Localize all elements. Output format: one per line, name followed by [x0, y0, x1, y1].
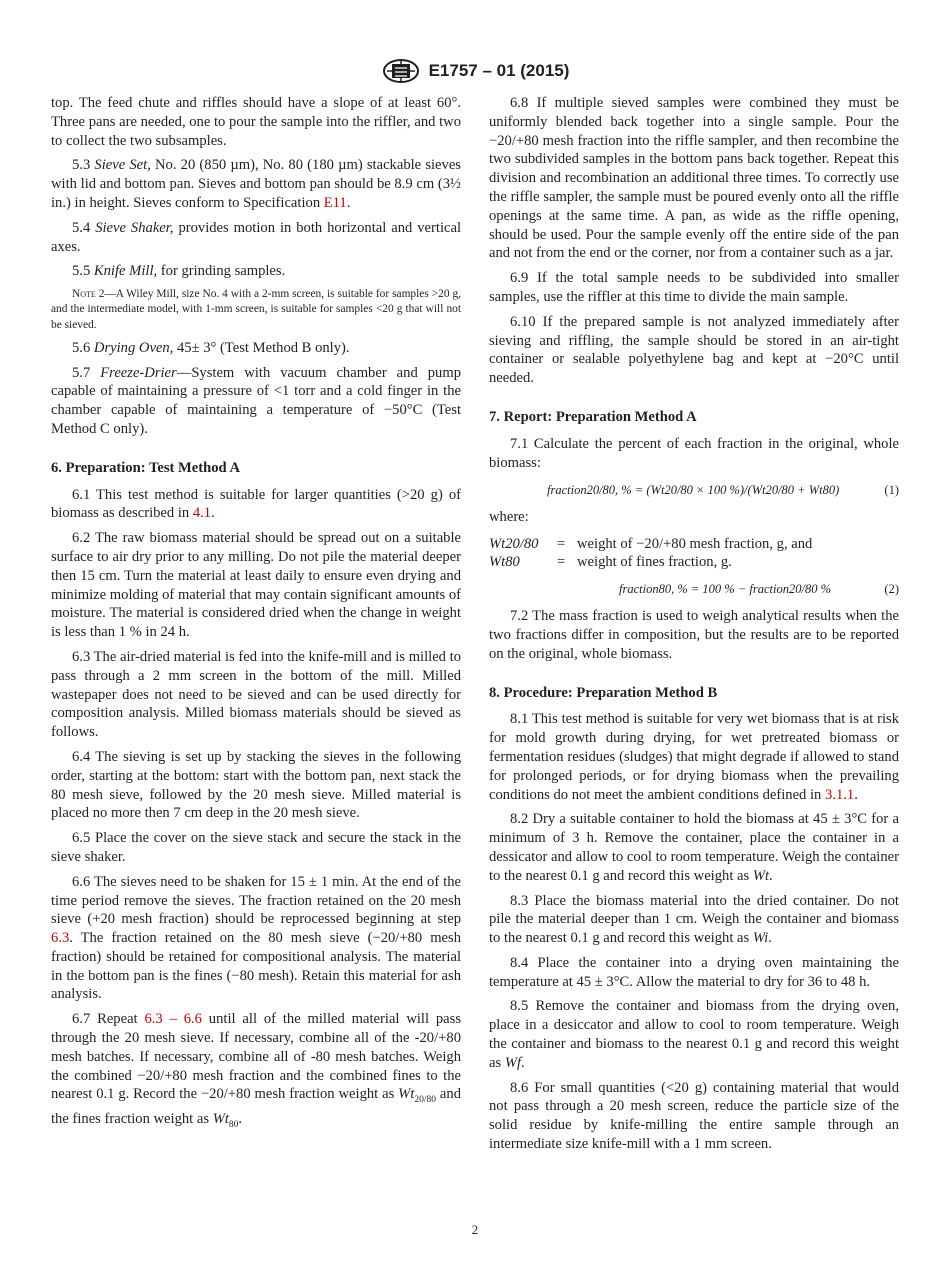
paragraph-5-7: 5.7 Freeze-Drier—System with vacuum chamber and pump capable of maintaining a pressure of <1 torr and a cold finger in the chamber capable of maintaining a temperature of −50°C (Test Method C only). — [51, 364, 461, 437]
equation-2-number: (2) — [884, 582, 899, 597]
paragraph-5-3: 5.3 Sieve Set, No. 20 (850 µm), No. 80 (180 µm) stackable sieves with lid and bottom pan. Sieves and bottom pan should be 8.9 cm (3½ in.) in height. Sieves conform to Specification E11. — [51, 157, 461, 211]
section-6-heading: 6. Preparation: Test Method A — [51, 459, 241, 476]
page-header — [0, 58, 950, 84]
paragraph-6-6: 6.6 The sieves need to be shaken for 15 ± 1 min. At the end of the time period remove the sieves. The fraction retained on the 20 mesh sieve (+20 mesh fraction) should be reprocessed beginning at step 6.3. The fraction retained on the 80 mesh sieve (−20/+80 mesh fraction) should be retained for compositional analysis. The material in the bottom pan is the fines (−80 mesh). Retain this material for ash analysis. — [51, 873, 461, 1003]
paragraph-7-1: 7.1 Calculate the percent of each fraction in the original, whole biomass: — [489, 435, 899, 471]
paragraph-8-5: 8.5 Remove the container and biomass from the drying oven, place in a desiccator and allow to cool to room temperature. Weigh the container and biomass to the nearest 0.1 g and record this weight as Wf. — [489, 998, 899, 1071]
page-number: 2 — [471, 1222, 479, 1237]
definition-row: Wt80 = weight of fines fraction, g. — [489, 554, 732, 571]
paragraph-5-6: 5.6 Drying Oven, 45± 3° (Test Method B only). — [72, 339, 350, 356]
astm-logo-icon — [381, 58, 421, 84]
paragraph-6-4: 6.4 The sieving is set up by stacking the sieves in the following order, starting at the bottom: start with the bottom pan, next stack the 80 mesh sieve, followed by the 20 mesh sieve. Milled material is placed no more then 7 cm deep in the 20 mesh sieve. — [51, 748, 461, 822]
paragraph-8-1: 8.1 This test method is suitable for very wet biomass that is at risk for mold growth during drying, for wet pretreated biomass or fermentation residues (sludges) that might degrade if allowed to stand for prolonged periods, or for drying biomass when the prevailing conditions do not meet the ambient conditions defined in 3.1.1. — [489, 711, 899, 803]
paragraph-6-3: 6.3 The air-dried material is fed into the knife-mill and is milled to pass through a 2 mm screen in the bottom of the mill. Milled wastepaper does not need to be sieved and can be used directly for composition analysis. Milled biomass materials should be sieved as follows. — [51, 648, 461, 741]
variable-definitions — [489, 535, 899, 571]
paragraph-6-2: 6.2 The raw biomass material should be spread out on a suitable surface to air dry prior to any milling. Do not pile the material deeper then 15 cm. Turn the material at least daily to ensure even drying and minimize molding of material that may contain significant amounts of moisture. The material is considered dried when the change in weight is less than 1 % in 24 h. — [51, 530, 461, 641]
left-column — [51, 94, 461, 1141]
paragraph-6-7: 6.7 Repeat 6.3 – 6.6 until all of the milled material will pass through the 20 mesh sieve. If necessary, combine all of the -20/+80 mesh batches. If necessary, combine all of -80 mesh batches. Weigh the combined −20/+80 mesh fraction and the combined fines to the nearest 0.1 g. Record the −20/+80 mesh fraction weight as $Wt_{20/80}$ and the fines fraction weight as $Wt_{80}$. — [51, 1011, 462, 1131]
link-e11[interactable]: E11 — [323, 194, 347, 211]
paragraph-6-9: 6.9 If the total sample needs to be subdivided into smaller samples, use the riffler at this time to divide the main sample. — [489, 270, 899, 305]
equation-2-expression: fraction80, % = 100 % − fraction20/80 % — [619, 582, 831, 597]
section-8-heading: 8. Procedure: Preparation Method B — [489, 684, 718, 701]
link-3-1-1[interactable]: 3.1.1 — [825, 786, 855, 803]
note-2: Note 2—A Wiley Mill, size No. 4 with a 2-mm screen, is suitable for samples >20 g, and the intermediate model, with 1-mm screen, is suitable for samples <20 g that will not be sieved. — [51, 288, 461, 331]
document-id: E1757 – 01 (2015) — [428, 61, 570, 80]
paragraph-6-10: 6.10 If the prepared sample is not analyzed immediately after sieving and riffling, the sample should be stored in an air-tight container or sealable polyethylene bag and kept at −20°C until needed. — [489, 313, 899, 387]
link-6-3-6-6[interactable]: 6.3 – 6.6 — [144, 1011, 202, 1028]
equation-1-number: (1) — [884, 483, 899, 498]
equation-1 — [489, 478, 899, 502]
paragraph-5-4: 5.4 Sieve Shaker, provides motion in both horizontal and vertical axes. — [51, 219, 462, 255]
where-label: where: — [489, 509, 529, 526]
section-7-heading: 7. Report: Preparation Method A — [489, 408, 697, 425]
equation-2 — [489, 577, 899, 601]
paragraph-7-2: 7.2 The mass fraction is used to weigh analytical results when the two fractions differ in composition, but the results are to be reported on the original, whole biomass. — [489, 608, 899, 662]
paragraph-8-4: 8.4 Place the container into a drying oven maintaining the temperature at 45 ± 3°C. Allow the material to dry for 36 to 48 h. — [489, 954, 899, 990]
paragraph-8-2: 8.2 Dry a suitable container to hold the biomass at 45 ± 3°C for a minimum of 3 h. Remove the container, place the container in a dessicator and allow to cool to room temperature. Weigh the container to the nearest 0.1 g and record this weight as Wt. — [489, 811, 899, 884]
equation-1-expression: fraction20/80, % = (Wt20/80 × 100 %)/(Wt20/80 + Wt80) — [547, 483, 840, 498]
paragraph-top: top. The feed chute and riffles should have a slope of at least 60°. Three pans are needed, one to pour the sample into the riffler, and two to collect the two subsamples. — [51, 95, 461, 149]
paragraph-6-8: 6.8 If multiple sieved samples were combined they must be uniformly blended back together into a single sample. Pour the −20/+80 mesh fraction into the riffle sampler, and then recombine the two subdivided samples in the bottom pans back together. Repeat this division and recombination an additional three times. To correctly use the riffle sampler, the sample must be poured evenly onto all the riffle openings at the same time. A pan, as wide as the riffle opening, should be used. Pour the sample evenly off the entire side of the pan and not from the end or the corner, nor from a container such as a jar. — [489, 95, 899, 262]
right-column — [489, 94, 899, 1160]
link-6-3[interactable]: 6.3 — [51, 930, 70, 947]
definition-row: Wt20/80 = weight of −20/+80 mesh fraction, g, and — [489, 536, 813, 553]
paragraph-8-3: 8.3 Place the biomass material into the dried container. Do not pile the material deeper than 1 cm. Weigh the container and biomass to the nearest 0.1 g and record this weight as Wi. — [489, 892, 899, 947]
paragraph-5-5: 5.5 Knife Mill, for grinding samples. — [72, 263, 286, 280]
paragraph-8-6: 8.6 For small quantities (<20 g) containing material that would not pass through a 20 mesh screen, reduce the particle size of the solid residue by knife-milling the entire sample through an intermediate size knife-mill with a 1 mm screen. — [489, 1079, 899, 1153]
paragraph-6-5: 6.5 Place the cover on the sieve stack and secure the stack in the sieve shaker. — [51, 830, 461, 865]
paragraph-6-1: 6.1 This test method is suitable for larger quantities (>20 g) of biomass as described in 4.1. — [51, 486, 461, 522]
link-4-1[interactable]: 4.1 — [192, 505, 212, 522]
